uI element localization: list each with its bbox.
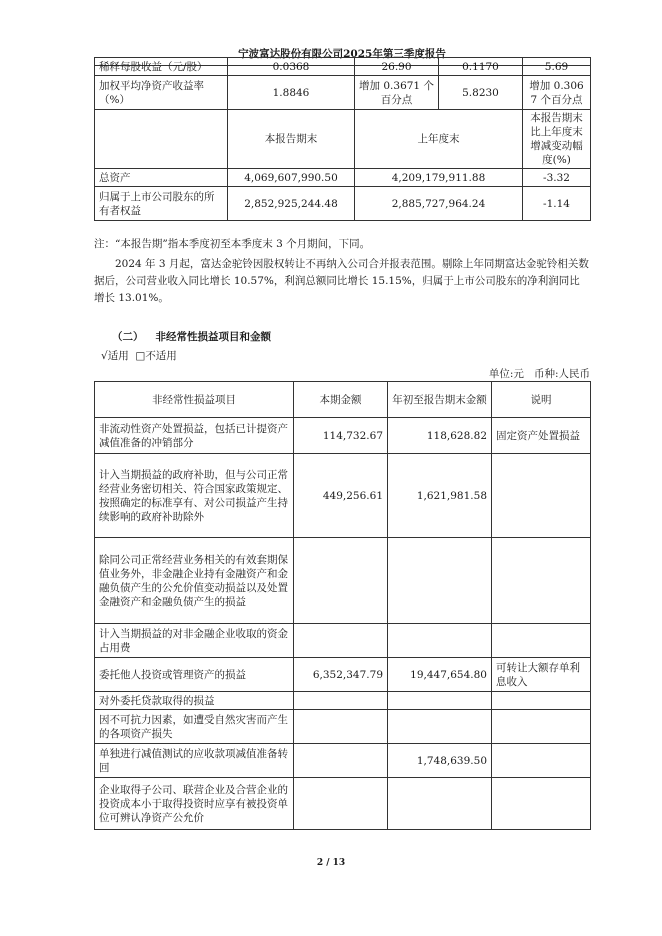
cell-value: 4,209,179,911.88	[355, 169, 523, 187]
item-cell: 委托他人投资或管理资产的损益	[95, 658, 294, 692]
table-row	[95, 710, 591, 744]
ytd-amount-cell	[388, 538, 492, 624]
checked-mark-icon: √	[101, 350, 108, 362]
note-cell	[492, 692, 591, 710]
cell-value: 增加 0.3671 个百分点	[355, 76, 439, 110]
cell-value: 5.69	[523, 58, 591, 76]
cell-value: 4,069,607,990.50	[228, 169, 355, 187]
currency-label: 币种:人民币	[533, 368, 590, 380]
note-cell	[492, 624, 591, 658]
row-label: 总资产	[95, 169, 228, 187]
current-amount-cell: 449,256.61	[294, 454, 388, 538]
table-row	[95, 76, 591, 110]
ytd-amount-cell	[388, 624, 492, 658]
note-cell	[492, 538, 591, 624]
cell-value: 26.90	[355, 58, 439, 76]
page-number: 2 / 13	[316, 858, 346, 868]
table-row	[95, 658, 591, 692]
cell-value: 0.0368	[228, 58, 355, 76]
table-row	[95, 418, 591, 454]
ytd-amount-cell: 1,748,639.50	[388, 744, 492, 778]
table-row	[95, 187, 591, 221]
item-cell: 计入当期损益的政府补助，但与公司正常经营业务密切相关、符合国家政策规定、按照确定的标准享有、对公司损益产生持续影响的政府补助除外	[95, 454, 294, 538]
cell-value: 5.8230	[439, 76, 523, 110]
section-title: 非经常性损益项目和金额	[155, 331, 271, 343]
column-header: 本报告期末比上年度末增减变动幅度(%)	[523, 110, 591, 169]
current-amount-cell	[294, 692, 388, 710]
table-header-row	[95, 382, 591, 418]
row-label: 加权平均净资产收益率（%）	[95, 76, 228, 110]
empty-cell	[95, 110, 228, 169]
table-row	[95, 538, 591, 624]
note-cell	[492, 454, 591, 538]
table-header-row	[95, 110, 591, 169]
applicable-label: 适用	[107, 350, 129, 362]
financial-summary-table	[94, 57, 591, 221]
current-amount-cell	[294, 778, 388, 830]
column-header: 本报告期末	[228, 110, 355, 169]
column-header: 年初至报告期末金额	[388, 382, 492, 418]
table-row	[95, 744, 591, 778]
checkbox-empty-icon: □	[135, 350, 146, 362]
cell-value: -1.14	[523, 187, 591, 221]
current-amount-cell: 6,352,347.79	[294, 658, 388, 692]
unit-label: 单位:元	[488, 368, 524, 380]
cell-value: 0.1170	[439, 58, 523, 76]
ytd-amount-cell	[388, 710, 492, 744]
cell-value: 1.8846	[228, 76, 355, 110]
item-cell: 非流动性资产处置损益，包括已计提资产减值准备的冲销部分	[95, 418, 294, 454]
ytd-amount-cell: 118,628.82	[388, 418, 492, 454]
note-cell	[492, 778, 591, 830]
table-row	[95, 778, 591, 830]
section-number: （二）	[112, 331, 144, 343]
item-cell: 除同公司正常经营业务相关的有效套期保值业务外，非金融企业持有金融资产和金融负债产生的公允价值变动损益以及处置金融资产和金融负债产生的损益	[95, 538, 294, 624]
note-cell: 固定资产处置损益	[492, 418, 591, 454]
item-cell: 单独进行减值测试的应收款项减值准备转回	[95, 744, 294, 778]
row-label: 归属于上市公司股东的所有者权益	[95, 187, 228, 221]
current-amount-cell: 114,732.67	[294, 418, 388, 454]
note-cell: 可转让大额存单利息收入	[492, 658, 591, 692]
item-cell: 计入当期损益的对非金融企业收取的资金占用费	[95, 624, 294, 658]
note-cell	[492, 744, 591, 778]
section-heading	[112, 329, 271, 344]
table-row	[95, 624, 591, 658]
current-amount-cell	[294, 710, 388, 744]
ytd-amount-cell: 19,447,654.80	[388, 658, 492, 692]
unit-line	[489, 366, 590, 381]
column-header: 本期金额	[294, 382, 388, 418]
table-row	[95, 692, 591, 710]
column-header: 说明	[492, 382, 591, 418]
column-header: 上年度末	[355, 110, 523, 169]
table-row	[95, 454, 591, 538]
row-label: 稀释每股收益（元/股）	[95, 58, 228, 76]
current-amount-cell	[294, 538, 388, 624]
ytd-amount-cell	[388, 778, 492, 830]
cell-value: 2,885,727,964.24	[355, 187, 523, 221]
table-row	[95, 169, 591, 187]
item-cell: 因不可抗力因素，如遭受自然灾害而产生的各项资产损失	[95, 710, 294, 744]
cell-value: 增加 0.3067 个百分点	[523, 76, 591, 110]
table-note: 注：“本报告期”指本季度初至本季度末 3 个月期间，下同。	[94, 238, 371, 250]
item-cell: 对外委托贷款取得的损益	[95, 692, 294, 710]
current-amount-cell	[294, 744, 388, 778]
ytd-amount-cell: 1,621,981.58	[388, 454, 492, 538]
not-applicable-label: 不适用	[145, 350, 177, 362]
page-header: 宁波富达股份有限公司2025年第三季度报告	[94, 46, 590, 66]
item-cell: 企业取得子公司、联营企业及合营企业的投资成本小于取得投资时应享有被投资单位可辨认净资产公允价	[95, 778, 294, 830]
table-row	[95, 58, 591, 76]
ytd-amount-cell	[388, 692, 492, 710]
non-recurring-items-table	[94, 381, 591, 830]
paragraph: 2024 年 3 月起，富达金驼铃因股权转让不再纳入公司合并报表范围。剔除上年同期富达金驼铃相关数据后，公司营业收入同比增长 10.57%，利润总额同比增长 15.15%，归属于上市公司股东的净利润同比增长 13.01%。	[94, 258, 589, 304]
cell-value: 2,852,925,244.48	[228, 187, 355, 221]
note-cell	[492, 710, 591, 744]
cell-value: -3.32	[523, 169, 591, 187]
column-header: 非经常性损益项目	[95, 382, 294, 418]
applicability-options	[101, 348, 177, 363]
current-amount-cell	[294, 624, 388, 658]
